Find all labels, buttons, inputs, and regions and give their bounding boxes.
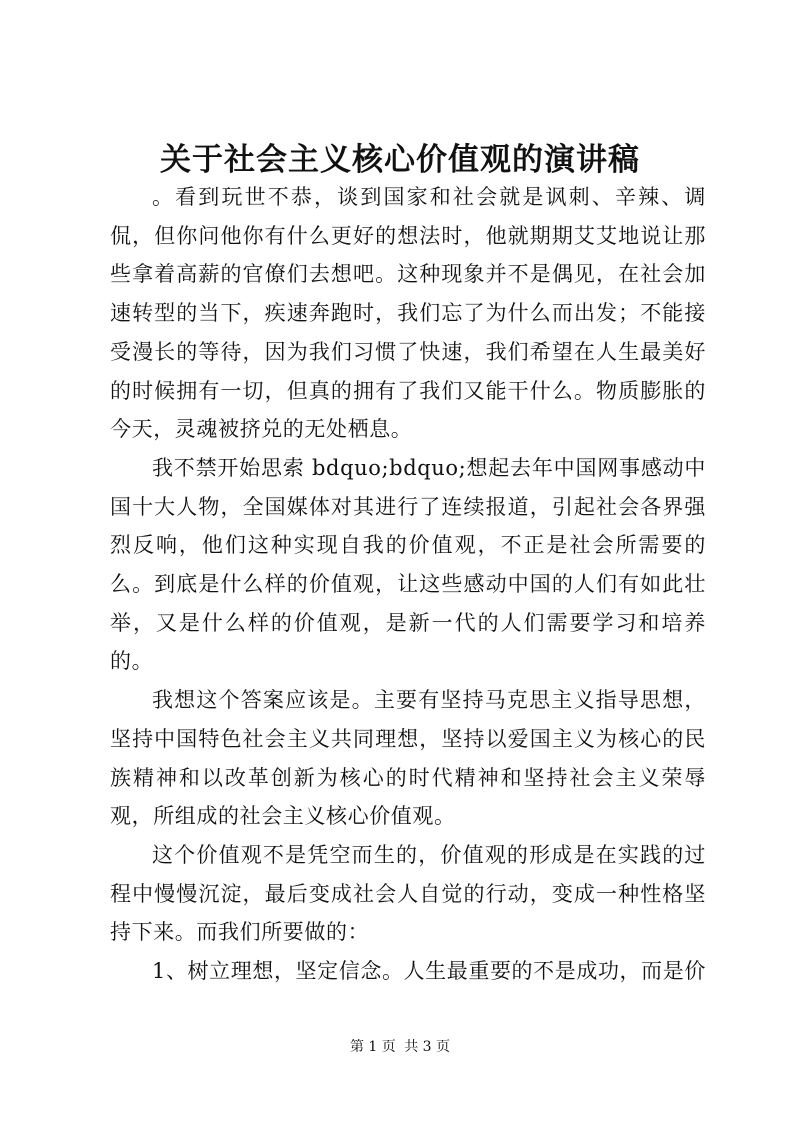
- page-number: 第 1 页: [349, 1039, 396, 1055]
- page-footer: [0, 1037, 800, 1057]
- paragraph: 我想这个答案应该是。主要有坚持马克思主义指导思想，坚持中国特色社会主义共同理想，坚持以爱国主义为核心的民族精神和以改革创新为核心的时代精神和坚持社会主义荣辱观，所组成的社会主义核心价值观。: [110, 688, 706, 829]
- paragraph: 。看到玩世不恭，谈到国家和社会就是讽刺、辛辣、调侃，但你问他你有什么更好的想法时，他就期期艾艾地说让那些拿着高薪的官僚们去想吧。这种现象并不是偶见，在社会加速转型的当下，疾速奔跑时，我们忘了为什么而出发；不能接受漫长的等待，因为我们习惯了快速，我们希望在人生最美好的时候拥有一切，但真的拥有了我们又能干什么。物质膨胀的今天，灵魂被挤兑的无处栖息。: [110, 185, 706, 442]
- total-pages: 共 3 页: [404, 1039, 451, 1055]
- paragraph: 1、树立理想，坚定信念。人生最重要的不是成功，而是价: [152, 959, 706, 984]
- paragraph: 这个价值观不是凭空而生的，价值观的形成是在实践的过程中慢慢沉淀，最后变成社会人自觉的行动，变成一种性格坚持下来。而我们所要做的：: [110, 842, 706, 945]
- document-title: 关于社会主义核心价值观的演讲稿: [160, 142, 640, 178]
- paragraph: 我不禁开始思索 bdquo;bdquo;想起去年中国网事感动中国十大人物，全国媒体对其进行了连续报道，引起社会各界强烈反响，他们这种实现自我的价值观，不正是社会所需要的么。到底是什么样的价值观，让这些感动中国的人们有如此壮举，又是什么样的价值观，是新一代的人们需要学习和培养的。: [110, 455, 706, 674]
- document-body: [110, 178, 706, 991]
